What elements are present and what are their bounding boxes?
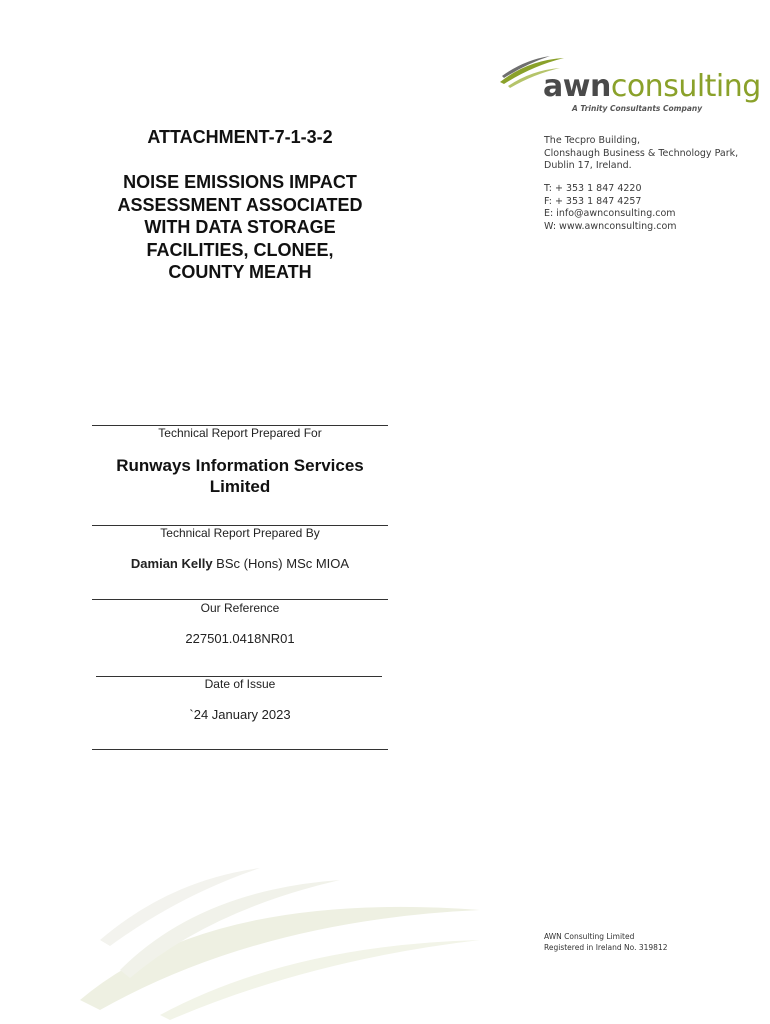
- author-name: Damian Kelly: [130, 556, 213, 571]
- footer-line: Registered in Ireland No. 319812: [544, 942, 668, 952]
- reference-label: Our Reference: [200, 601, 280, 615]
- company-contacts: [544, 183, 677, 233]
- attachment-number: ATTACHMENT-7-1-3-2: [147, 127, 333, 147]
- author-credentials: BSc (Hons) MSc MIOA: [212, 556, 350, 571]
- prepared-by-label: Technical Report Prepared By: [160, 526, 320, 540]
- logo-word-consulting: consulting: [610, 69, 761, 104]
- title-line: NOISE EMISSIONS IMPACT: [123, 172, 357, 192]
- footer-registration: [544, 932, 667, 953]
- document-title: [92, 171, 388, 284]
- title-line: ASSESSMENT ASSOCIATED: [117, 194, 363, 215]
- title-line: WITH DATA STORAGE: [144, 217, 336, 237]
- logo-tagline: A Trinity Consultants Company: [572, 104, 703, 113]
- address-line: The Tecpro Building,: [544, 135, 641, 146]
- company-address: [544, 135, 738, 173]
- client-name-line: Limited: [209, 476, 271, 496]
- contact-website: W: www.awnconsulting.com: [544, 220, 677, 232]
- divider: [92, 599, 388, 600]
- title-line: FACILITIES, CLONEE,: [146, 239, 334, 260]
- watermark-swoosh-icon: [60, 850, 500, 1020]
- issue-date: `24 January 2023: [189, 707, 291, 722]
- logo-word-awn: awn: [543, 69, 611, 104]
- date-label: Date of Issue: [204, 677, 276, 691]
- reference-number: 227501.0418NR01: [185, 631, 295, 646]
- contact-phone: T: + 353 1 847 4220: [544, 183, 642, 194]
- address-line: Dublin 17, Ireland.: [544, 160, 632, 172]
- contact-email: E: info@awnconsulting.com: [544, 208, 676, 220]
- title-line: COUNTY MEATH: [168, 262, 312, 282]
- client-name-line: Runways Information Services: [116, 456, 364, 475]
- footer-line: AWN Consulting Limited: [544, 932, 635, 941]
- author: [92, 556, 388, 571]
- prepared-for-label: Technical Report Prepared For: [158, 426, 322, 440]
- divider: [92, 749, 388, 750]
- client-name: [92, 456, 388, 497]
- contact-fax: F: + 353 1 847 4257: [544, 195, 642, 207]
- company-logo: [543, 69, 761, 104]
- address-line: Clonshaugh Business & Technology Park,: [544, 147, 739, 159]
